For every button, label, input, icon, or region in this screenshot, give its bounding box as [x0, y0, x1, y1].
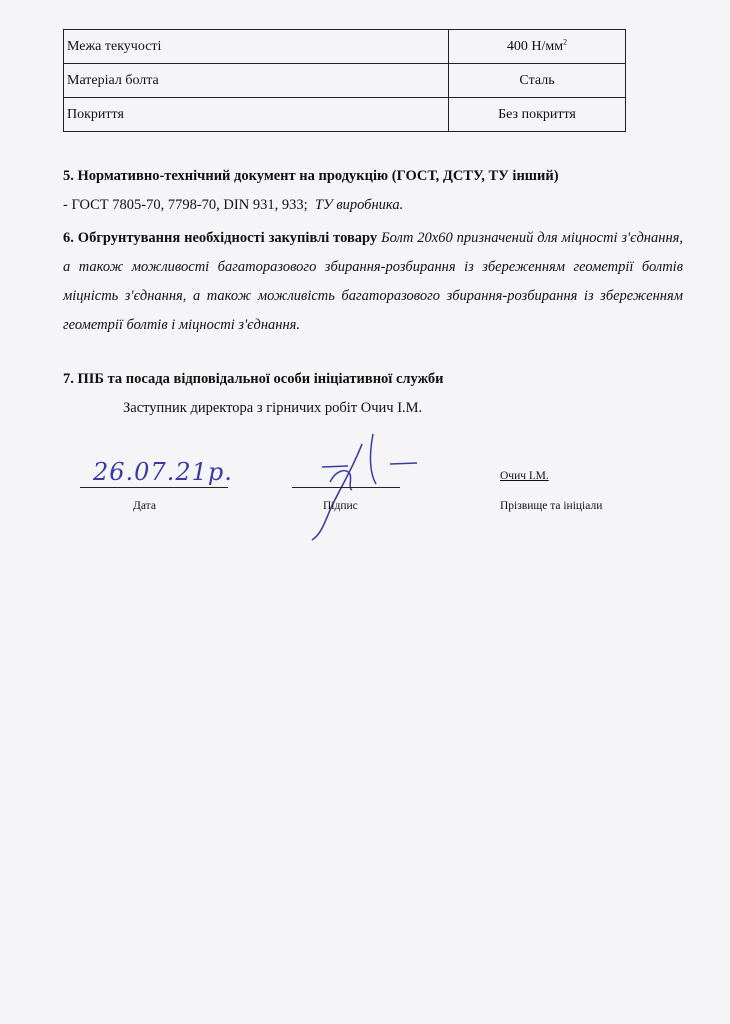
section-6-heading: 6. Обгрунтування необхідності закупівлі товару — [63, 230, 378, 246]
date-line — [80, 487, 228, 488]
table-cell-name: Матеріал болта — [64, 64, 449, 98]
name-label: Прізвище та ініціали — [500, 500, 603, 512]
section-5-standards — [63, 195, 663, 215]
signature-block — [0, 430, 730, 570]
value-superscript: 2 — [563, 36, 568, 46]
table-cell-name: Межа текучості — [64, 30, 449, 64]
responsible-person: Заступник директора з гірничих робіт Очич І.М. — [123, 400, 423, 416]
date-label: Дата — [133, 500, 156, 512]
table-row — [64, 98, 626, 132]
table-cell-value: Сталь — [449, 64, 626, 98]
table-row — [64, 30, 626, 64]
table-row — [64, 64, 626, 98]
signature-label: Підпис — [323, 500, 358, 512]
value-text: 400 Н/мм — [506, 38, 564, 54]
section-5-heading: 5. Нормативно-технічний документ на продукцію (ГОСТ, ДСТУ, ТУ інший) — [63, 168, 559, 184]
spec-table — [63, 29, 626, 132]
table-cell-value: Без покриття — [449, 98, 626, 132]
section-7-heading: 7. ПІБ та посада відповідальної особи ініціативної служби — [63, 371, 444, 387]
section-6 — [63, 224, 683, 340]
handwritten-date: 26.07.21р. — [93, 458, 233, 486]
table-cell-value — [449, 30, 626, 64]
signature-line — [292, 487, 400, 488]
standards-list: - ГОСТ 7805-70, 7798-70, DIN 931, 933; — [63, 197, 308, 213]
table-cell-name: Покриття — [64, 98, 449, 132]
signer-name: Очич І.М. — [500, 470, 549, 482]
standards-manufacturer: ТУ виробника. — [314, 197, 404, 213]
section-6-text: Болт 20х60 призначений для міцності з'єднання, а також можливості багаторазового збирання-розбирання із збереженням геометрії болтів міцність з'єднання, а також можливість багаторазового збирання-розбирання із збереженням геометрії болтів і міцності з'єднання. — [63, 230, 683, 333]
